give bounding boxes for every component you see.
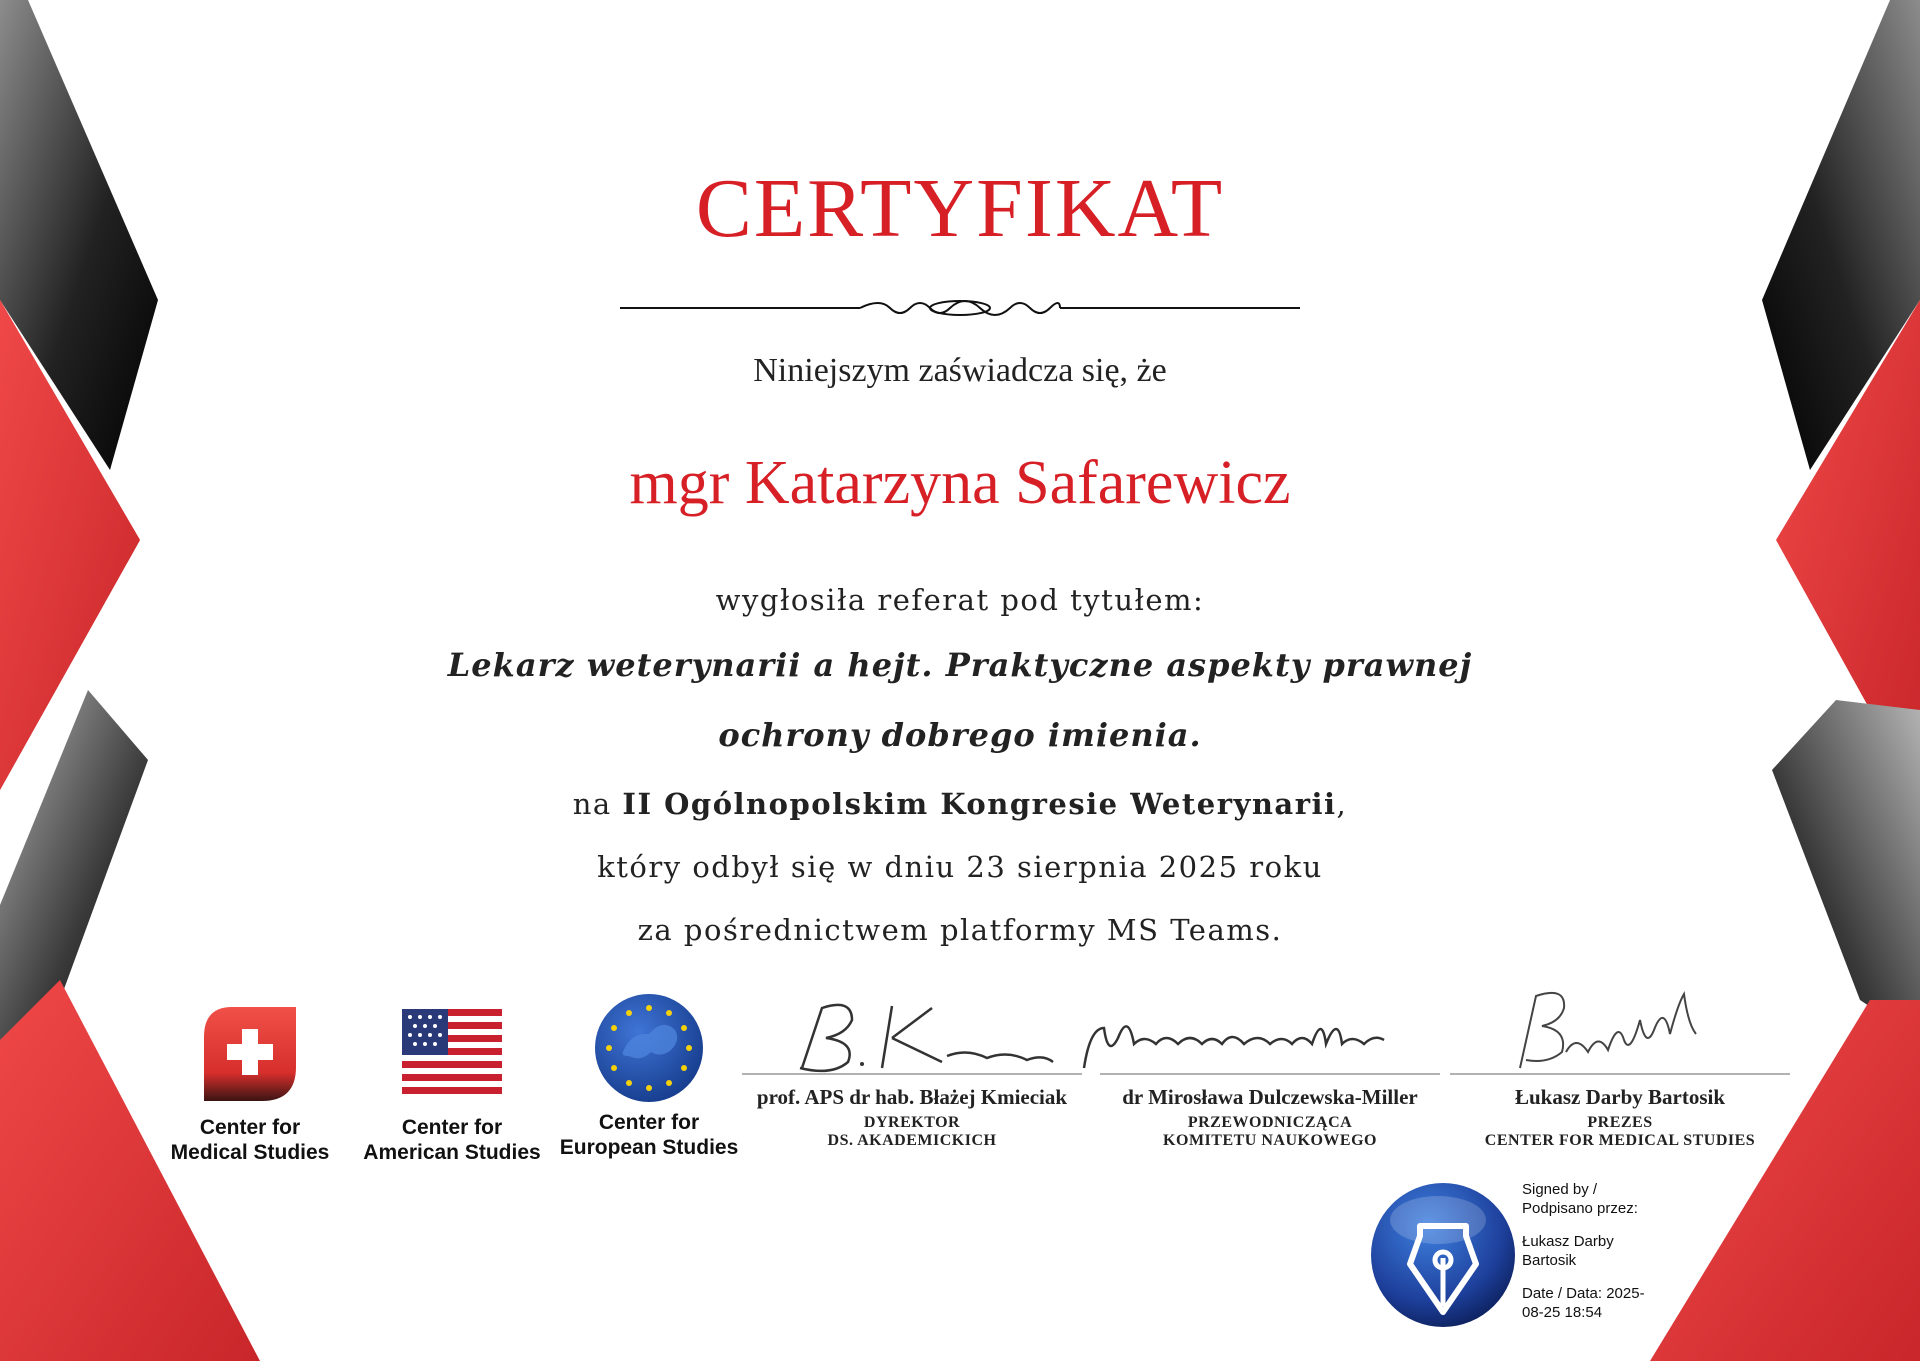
date-line: który odbył się w dniu 23 sierpnia 2025 roku — [597, 850, 1323, 884]
eu-globe-icon — [593, 992, 705, 1104]
us-flag-icon — [398, 1005, 506, 1103]
logo-medical-studies: Center for Medical Studies — [160, 1005, 340, 1165]
intro-text: Niniejszym zaświadcza się, że — [753, 352, 1167, 389]
signatory-1-title: DYREKTOR DS. AKADEMICKICH — [827, 1114, 997, 1149]
event-suffix: , — [1336, 787, 1348, 821]
platform-line: za pośrednictwem platformy MS Teams. — [637, 913, 1283, 947]
lead-text: wygłosiła referat pod tytułem: — [715, 583, 1205, 617]
recipient-name: mgr Katarzyna Safarewicz — [629, 449, 1291, 517]
signature-block-2 — [1080, 998, 1460, 1150]
certificate-title: CERTYFIKAT — [695, 162, 1225, 255]
signatory-1-name: prof. APS dr hab. Błażej Kmieciak — [756, 1085, 1068, 1109]
signatory-3-name: Łukasz Darby Bartosik — [1514, 1085, 1726, 1109]
e-signature-stamp — [1368, 1180, 1658, 1340]
event-name: II Ogólnopolskim Kongresie Weterynarii — [622, 787, 1337, 821]
swiss-cross-icon — [202, 1005, 298, 1103]
event-line — [0, 787, 1920, 821]
signature-block-3 — [1440, 982, 1800, 1150]
logo-european-studies: Center for European Studies — [556, 992, 742, 1160]
signatory-3-title: PREZES CENTER FOR MEDICAL STUDIES — [1484, 1114, 1756, 1149]
talk-title-line-1: Lekarz weterynarii a hejt. Praktyczne aspekty prawnej — [447, 646, 1473, 684]
talk-title-line-2: ochrony dobrego imienia. — [718, 716, 1202, 754]
signature-block-1 — [732, 998, 1092, 1150]
handwritten-signature-3 — [1440, 982, 1800, 1080]
logo-american-studies: Center for American Studies — [358, 1005, 546, 1165]
e-signature-text: Signed by / Podpisano przez: Łukasz Darby Bartosik Date / Data: 2025- 08-25 18:54 — [1522, 1181, 1645, 1321]
fountain-pen-nib-icon — [1368, 1180, 1518, 1330]
ornament-divider — [620, 290, 1300, 326]
signatory-2-name: dr Mirosława Dulczewska-Miller — [1122, 1085, 1418, 1109]
signatory-2-title: PRZEWODNICZĄCA KOMITETU NAUKOWEGO — [1163, 1114, 1377, 1149]
handwritten-signature-2 — [1080, 998, 1460, 1080]
event-prefix: na — [572, 787, 623, 821]
handwritten-signature-1 — [742, 998, 1082, 1080]
